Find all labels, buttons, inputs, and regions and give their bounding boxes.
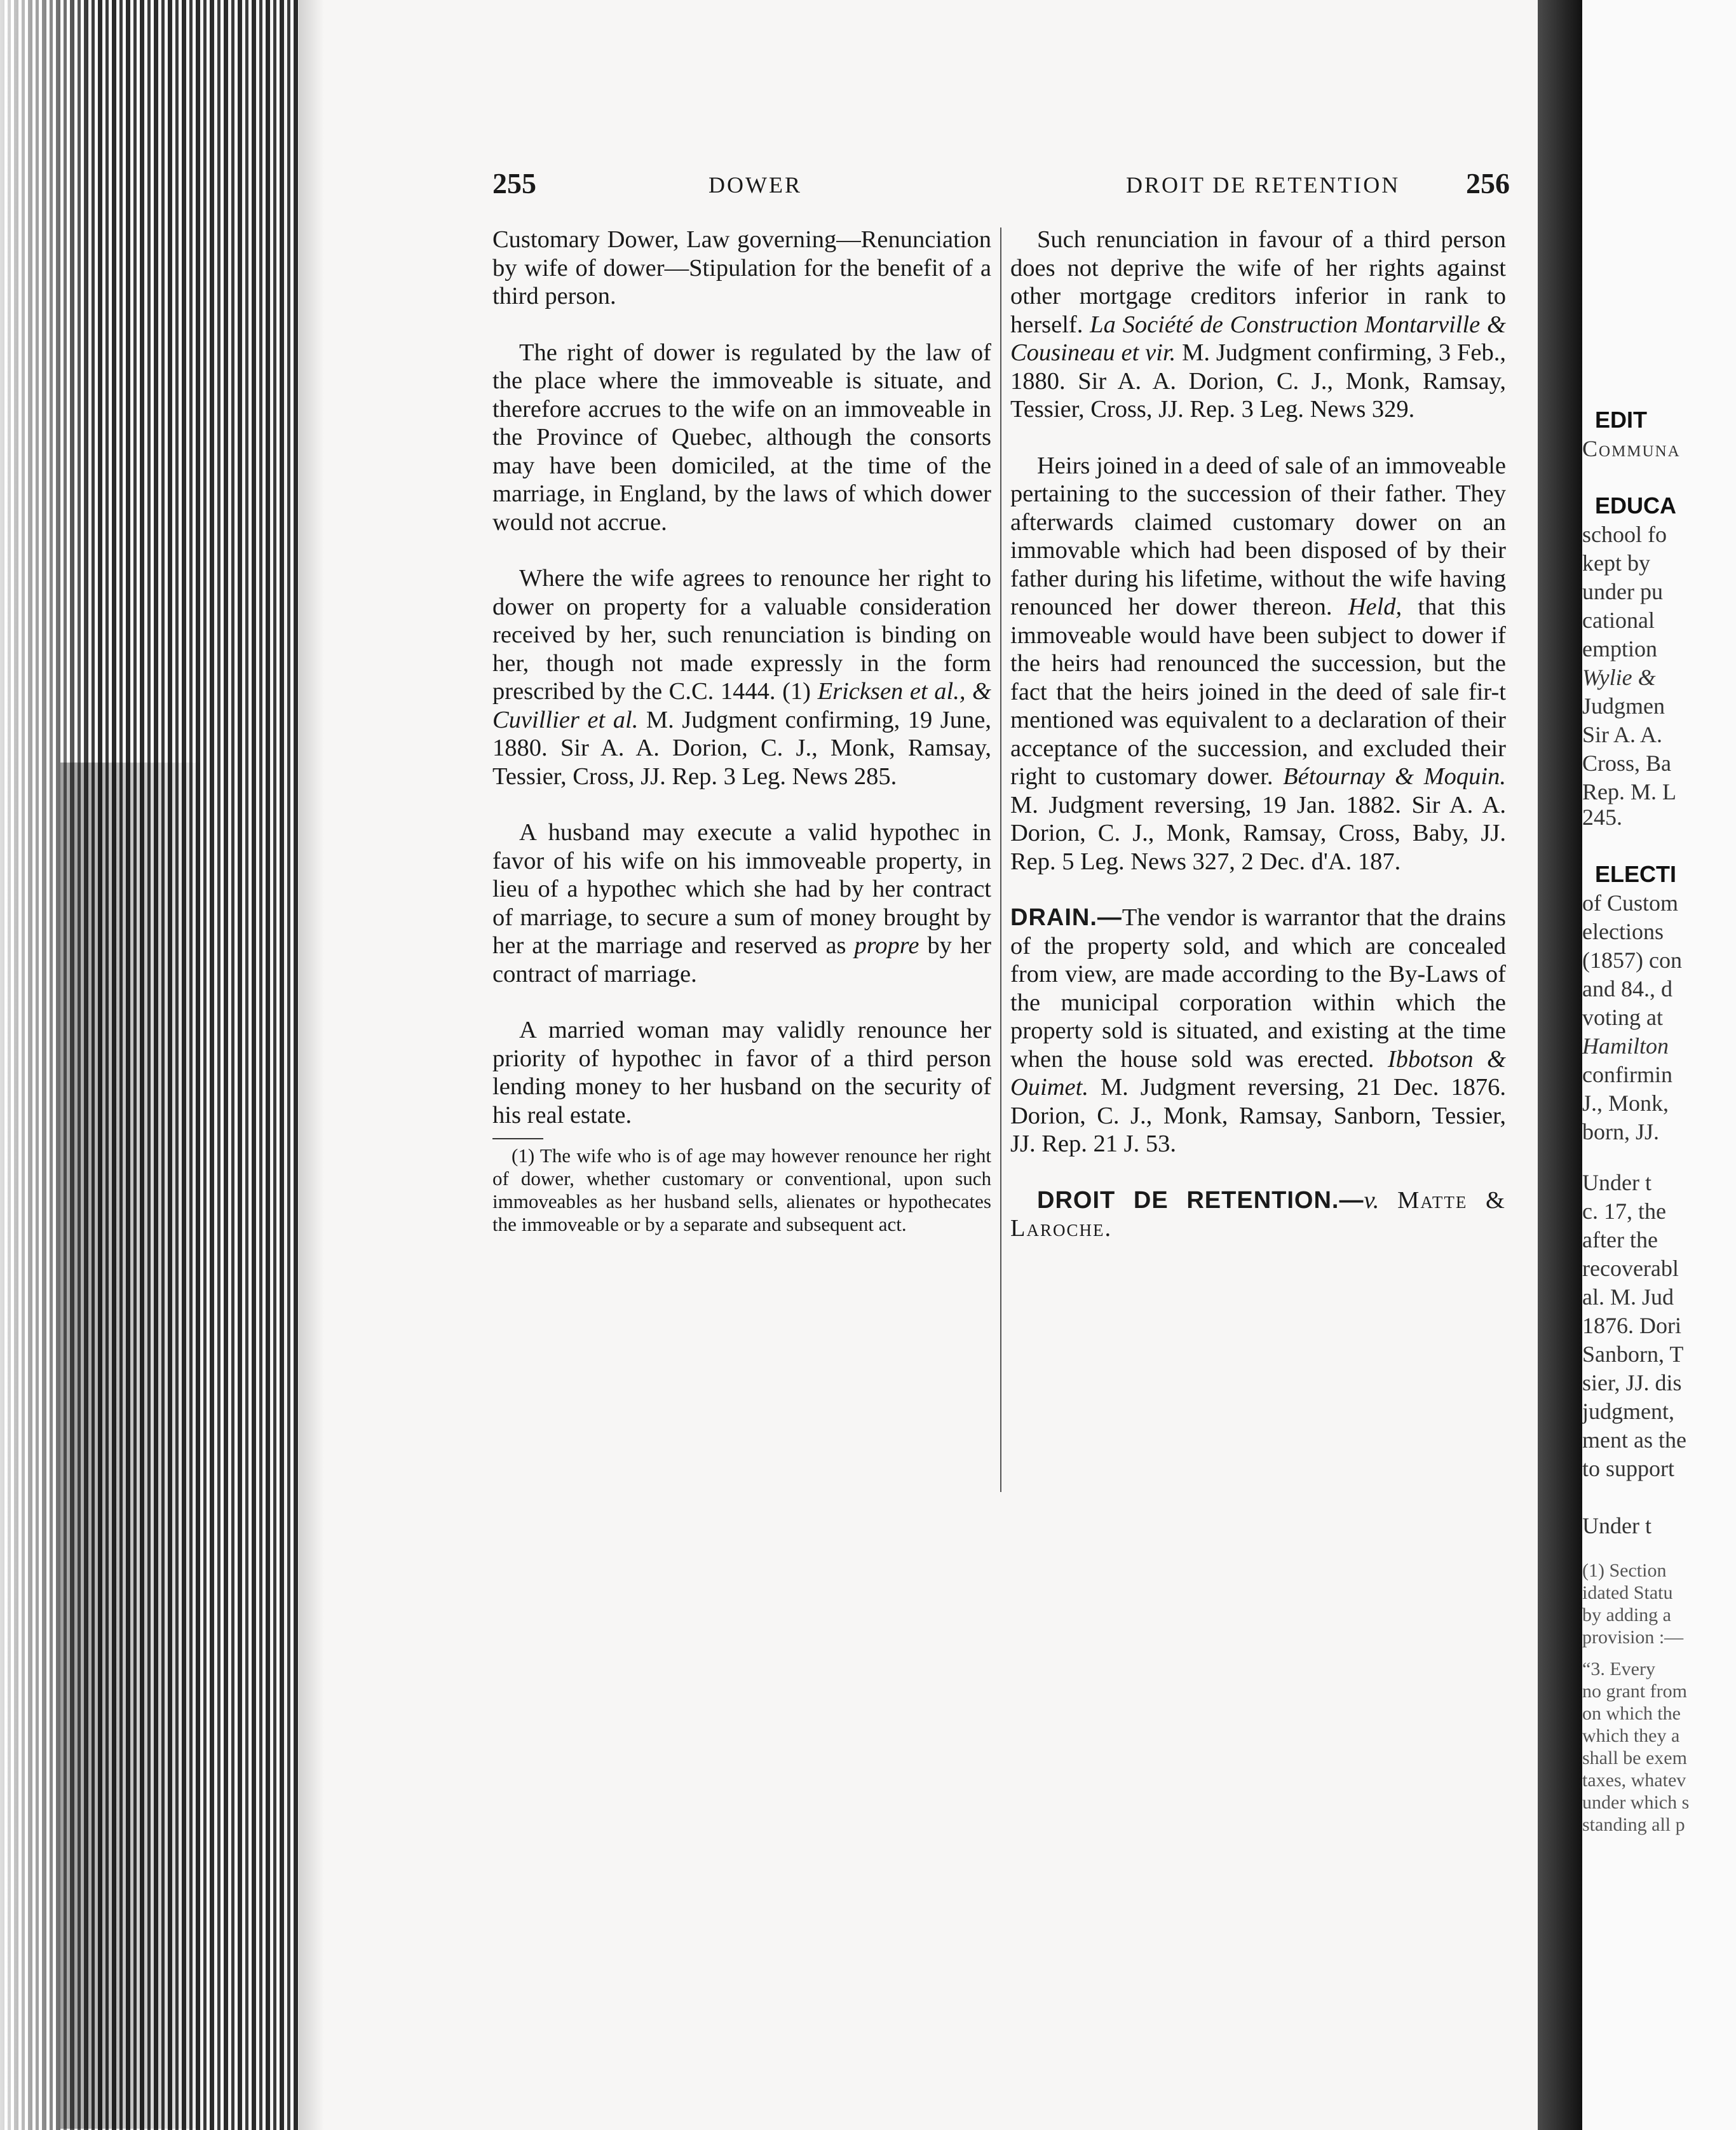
adjacent-page-line: Communa [1582, 436, 1681, 461]
left-page-number: 255 [492, 167, 536, 200]
adjacent-page-line: provision :— [1582, 1627, 1684, 1648]
adjacent-page-line: sier, JJ. dis [1582, 1370, 1682, 1395]
adjacent-page-line: Hamilton [1582, 1033, 1669, 1059]
adjacent-page-line: under pu [1582, 579, 1663, 604]
adjacent-page-line: and 84., d [1582, 976, 1672, 1001]
adjacent-page-line: 245. [1582, 804, 1622, 830]
adjacent-page-line: taxes, whatev [1582, 1770, 1686, 1791]
adjacent-page-line: confirmin [1582, 1062, 1672, 1087]
paragraph: Heirs joined in a deed of sale of an immoveable pertaining to the succession of their father. They afterwards claimed customary dower on an immovable which had been disposed of by their father during his lifetime, without the wife having renounced her dower thereon. Held, that this immoveable would have been subject to dower if the heirs had renounced the succession, but the fact that the heirs joined in the deed of sale fir-t mentioned was equivalent to a declaration of their acceptance of the succession, and excluded their right to customary dower. Bétournay & Moquin. M. Judgment reversing, 19 Jan. 1882. Sir A. A. Dorion, C. J., Monk, Ramsay, Cross, Baby, JJ. Rep. 5 Leg. News 327, 2 Dec. d'A. 187. [1010, 452, 1506, 875]
case-name: Ericksen et al., & Cuvillier et al. [492, 678, 992, 733]
column-divider [1000, 227, 1001, 1492]
adjacent-page-line: emption [1582, 636, 1657, 661]
adjacent-page-line: 1876. Dori [1582, 1313, 1681, 1338]
adjacent-page-line: idated Statu [1582, 1582, 1673, 1603]
adjacent-page-line: elections [1582, 919, 1664, 944]
entry-heading: DRAIN.— [1010, 904, 1122, 931]
binding-gutter [1538, 0, 1582, 2130]
adjacent-page-line: EDUCA [1595, 492, 1677, 519]
adjacent-page-line: Under t [1582, 1170, 1651, 1195]
adjacent-page-line: ment as the [1582, 1427, 1686, 1453]
entry-heading: DROIT DE RETENTION.— [1037, 1186, 1364, 1214]
adjacent-page-line: Judgmen [1582, 693, 1665, 719]
adjacent-page-line: J., Monk, [1582, 1090, 1669, 1116]
adjacent-page-line: under which s [1582, 1792, 1690, 1813]
adjacent-page-line: c. 17, the [1582, 1198, 1666, 1224]
adjacent-page-line: judgment, [1582, 1399, 1674, 1424]
adjacent-page-line: cational [1582, 607, 1655, 633]
emphasis: propre [854, 932, 919, 959]
left-column [492, 226, 991, 1236]
drain-entry: DRAIN.—The vendor is warrantor that the drains of the property sold, and which are concealed from view, are made according to the By-Laws of the municipal corporation within which the property sold is situated, and existing at the time when the house sold was erected. Ibbotson & Ouimet. M. Judgment reversing, 21 Dec. 1876. Dorion, C. J., Monk, Ramsay, Sanborn, Tessier, JJ. Rep. 21 J. 53. [1010, 904, 1507, 1157]
adjacent-page-line: al. M. Jud [1582, 1284, 1674, 1310]
paragraph: Where the wife agrees to renounce her right to dower on property for a valuable consideration received by her, such renunciation is binding on her, though not made expressly in the form prescribed by the C.C. 1444. (1) Ericksen et al., & Cuvillier et al. M. Judgment confirming, 19 June, 1880. Sir A. A. Dorion, C. J., Monk, Ramsay, Tessier, Cross, JJ. Rep. 3 Leg. News 285. [492, 565, 992, 790]
gutter-shadow [60, 763, 200, 2129]
droit-de-retention-entry: DROIT DE RETENTION.—v. Matte & Laroche. [1010, 1186, 1506, 1242]
adjacent-page-line: on which the [1582, 1703, 1681, 1724]
adjacent-page-line: after the [1582, 1227, 1658, 1252]
section-heading: Customary Dower, Law governing—Renunciation by wife of dower—Stipulation for the benefit of a third person. [492, 226, 991, 309]
adjacent-page-line: Rep. M. L [1582, 779, 1676, 804]
case-name: La Société de Construction Montarville & Cousineau et vir. [1010, 311, 1506, 366]
paragraph: Such renunciation in favour of a third person does not deprive the wife of her rights against other mortgage creditors inferior in rank to herself. La Société de Construction Montarville & Cousineau et vir. M. Judgment confirming, 3 Feb., 1880. Sir A. A. Dorion, C. J., Monk, Ramsay, Tessier, Cross, JJ. Rep. 3 Leg. News 329. [1010, 226, 1506, 423]
adjacent-page-line: ELECTI [1595, 861, 1677, 887]
adjacent-page-line: voting at [1582, 1005, 1663, 1030]
right-page-number: 256 [1466, 167, 1510, 200]
adjacent-page-line: (1857) con [1582, 947, 1682, 973]
footnote-rule [492, 1138, 543, 1139]
adjacent-page-line: Wylie & [1582, 665, 1656, 690]
footnote [492, 1144, 991, 1236]
left-running-title: DOWER [709, 172, 802, 198]
paragraph: A husband may execute a valid hypothec in favor of his wife on his immoveable property, in lieu of a hypothec which she had by her contract of marriage, to secure a sum of money brought by her at the marriage and reserved as propre by her contract of marriage. [492, 819, 991, 987]
adjacent-page-line: Cross, Ba [1582, 750, 1672, 776]
footnote-text: (1) The wife who is of age may however renounce her right of dower, whether customary or conventional, upon such immoveables as her husband sells, alienates or hypothecates the immoveable or by a separate and subsequent act. [492, 1144, 991, 1235]
right-running-title: DROIT DE RETENTION [1126, 172, 1400, 198]
adjacent-page-line: shall be exem [1582, 1747, 1687, 1768]
adjacent-page-line: standing all p [1582, 1814, 1685, 1835]
adjacent-page-line: “3. Every [1582, 1659, 1655, 1679]
cross-reference: Matte & Laroche. [1010, 1186, 1506, 1242]
right-column [1010, 226, 1506, 1271]
running-header [492, 166, 1509, 205]
adjacent-page-line: EDIT [1595, 407, 1648, 433]
adjacent-page-line: school fo [1582, 522, 1667, 547]
adjacent-page-line: recoverabl [1582, 1256, 1679, 1281]
adjacent-page-line: by adding a [1582, 1604, 1671, 1625]
page-fold-shadow [299, 0, 324, 2130]
adjacent-page-line: born, JJ. [1582, 1119, 1660, 1144]
adjacent-page-line: (1) Section [1582, 1560, 1667, 1581]
adjacent-page-line: no grant from [1582, 1681, 1687, 1702]
emphasis: Held, [1348, 594, 1402, 620]
adjacent-page-line: kept by [1582, 550, 1650, 576]
adjacent-page-line: Sanborn, T [1582, 1341, 1684, 1367]
adjacent-page-line: of Custom [1582, 890, 1679, 916]
case-name: Ibbotson & Ouimet. [1010, 1045, 1507, 1101]
adjacent-page-line: Under t [1582, 1513, 1651, 1538]
case-name: Bétournay & Moquin. [1283, 763, 1506, 790]
paragraph: The right of dower is regulated by the law of the place where the immoveable is situate, and therefore accrues to the wife on an immoveable in the Province of Quebec, although the consorts may have been domiciled, at the time of the marriage, in England, by the laws of which dower would not accrue. [492, 339, 991, 536]
adjacent-page-line: Sir A. A. [1582, 722, 1663, 747]
adjacent-page-line: which they a [1582, 1725, 1680, 1746]
adjacent-page-line: to support [1582, 1456, 1675, 1481]
paragraph: A married woman may validly renounce her priority of hypothec in favor of a third person lending money to her husband on the security of his real estate. [492, 1017, 991, 1129]
adjacent-page-fragment [1582, 0, 1736, 2130]
